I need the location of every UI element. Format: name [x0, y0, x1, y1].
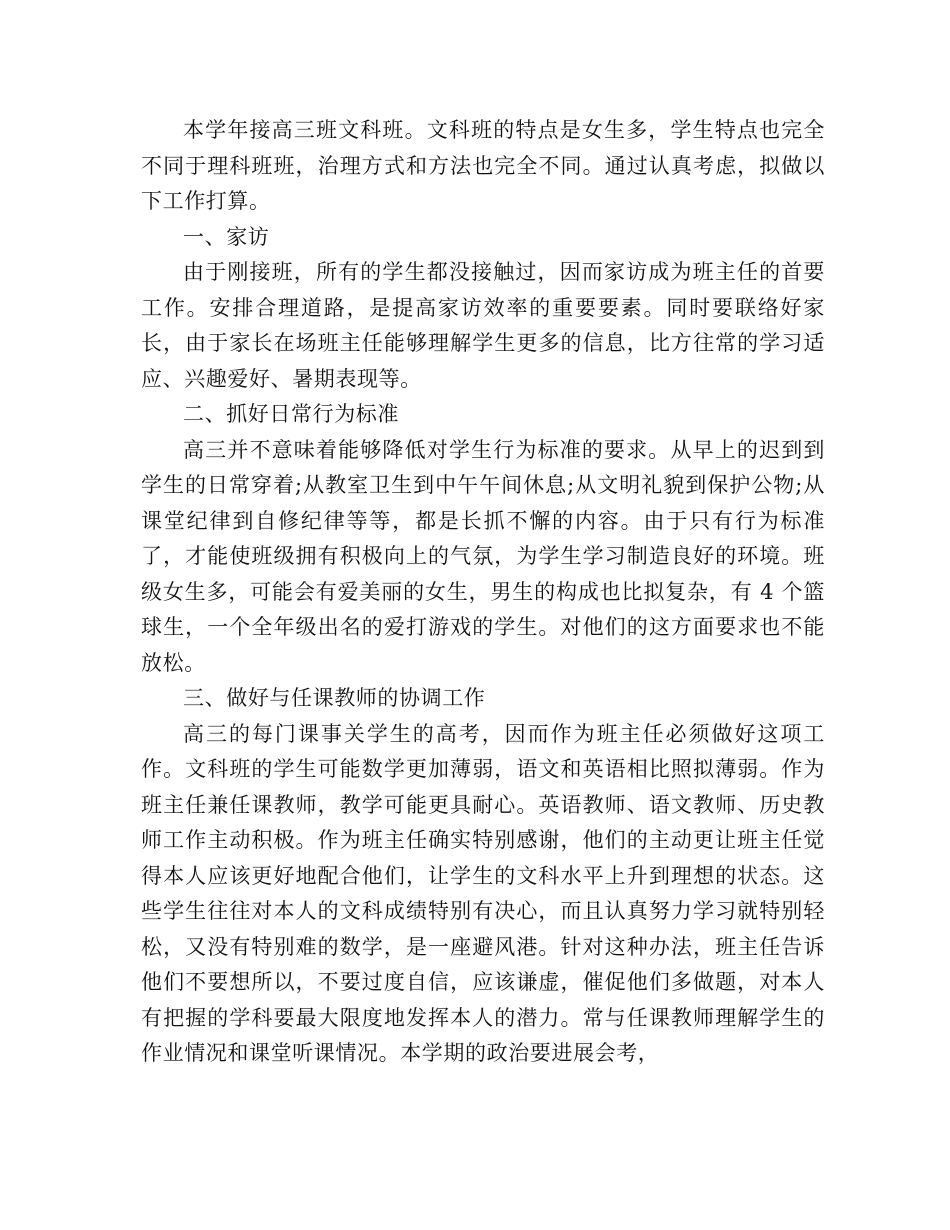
intro-paragraph: 本学年接高三班文科班。文科班的特点是女生多，学生特点也完全不同于理科班班，治理方式和方法也完全不同。通过认真考虑，拟做以下工作打算。: [141, 118, 825, 213]
daily-behavior-paragraph: 高三并不意味着能够降低对学生行为标准的要求。从早上的迟到到学生的日常穿着;从教室卫生到中午午间休息;从文明礼貌到保护公物;从课堂纪律到自修纪律等等，都是长抓不懈的内容。由于只有行为标准了，才能使班级拥有积极向上的气氛，为学生学习制造良好的环境。班级女生多，可能会有爱美丽的女生，男生的构成也比拟复杂，有 4 个篮球生，一个全年级出名的爱打游戏的学生。对他们的这方面要求也不能放松。: [141, 437, 825, 675]
section-heading-daily-behavior: 二、抓好日常行为标准: [183, 402, 399, 426]
section-heading-teacher-coordination: 三、做好与任课教师的协调工作: [183, 686, 486, 710]
home-visit-paragraph: 由于刚接班，所有的学生都没接触过，因而家访成为班主任的首要工作。安排合理道路，是提高家访效率的重要要素。同时要联络好家长，由于家长在场班主任能够理解学生更多的信息，比方往常的学习适应、兴趣爱好、暑期表现等。: [141, 260, 825, 391]
section-heading-home-visit: 一、家访: [183, 224, 270, 249]
document-page: [141, 113, 825, 1072]
teacher-coordination-paragraph: 高三的每门课事关学生的高考，因而作为班主任必须做好这项工作。文科班的学生可能数学更加薄弱，语文和英语相比照拟薄弱。作为班主任兼任课教师，教学可能更具耐心。英语教师、语文教师、历史教师工作主动积极。作为班主任确实特别感谢，他们的主动更让班主任觉得本人应该更好地配合他们，让学生的文科水平上升到理想的状态。这些学生往往对本人的文科成绩特别有决心，而且认真努力学习就特别轻松，又没有特别难的数学，是一座避风港。针对这种办法，班主任告诉他们不要想所以，不要过度自信，应该谦虚，催促他们多做题，对本人有把握的学科要最大限度地发挥本人的潜力。常与任课教师理解学生的作业情况和课堂听课情况。本学期的政治要进展会考，: [141, 721, 825, 1065]
